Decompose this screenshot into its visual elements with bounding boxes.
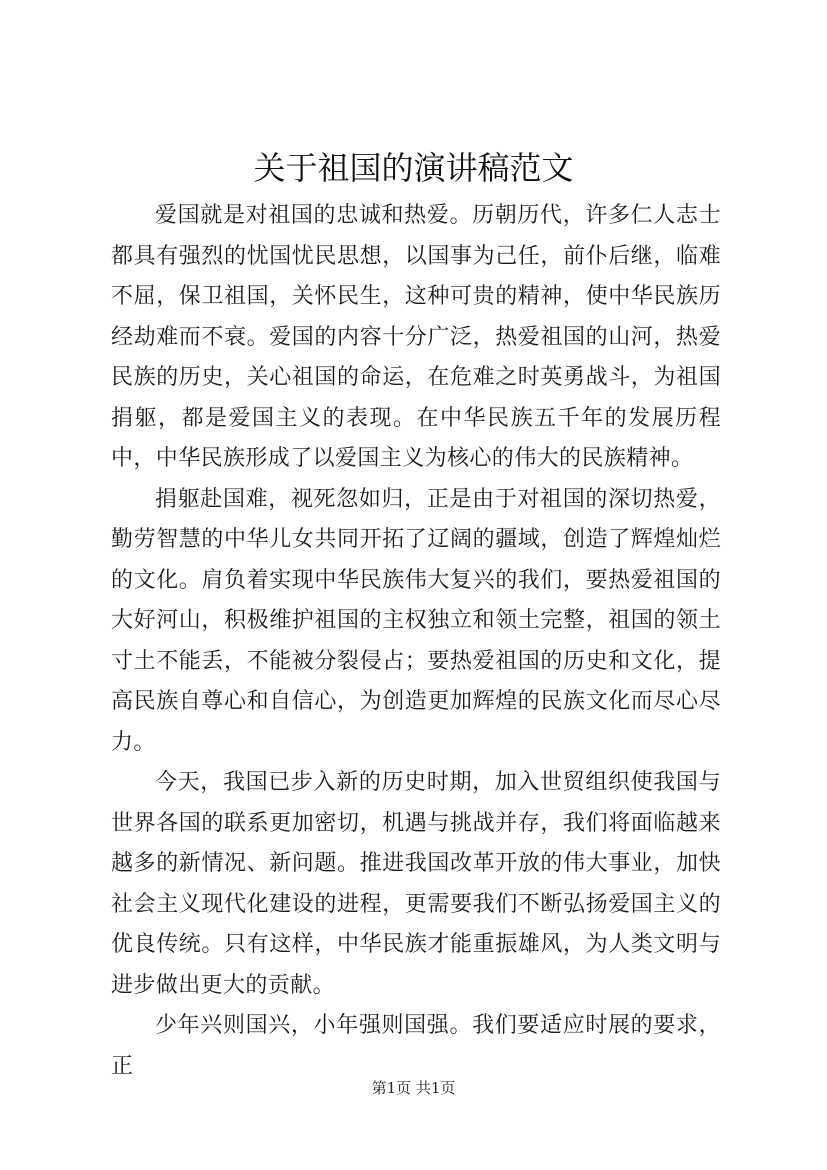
paragraph-4: 少年兴则国兴，小年强则国强。我们要适应时展的要求，正 [111,1013,721,1079]
page-footer: 第1页 共1页 [371,1079,456,1097]
document-body [111,196,721,1087]
paragraph-1: 爱国就是对祖国的忠诚和热爱。历朝历代，许多仁人志士都具有强烈的忧国忧民思想，以国事为己任，前仆后继，临难不屈，保卫祖国，关怀民生，这种可贵的精神，使中华民族历经劫难而不衰。爱国的内容十分广泛，热爱祖国的山河，热爱民族的历史，关心祖国的命运，在危难之时英勇战斗，为祖国捐躯，都是爱国主义的表现。在中华民族五千年的发展历程中，中华民族形成了以爱国主义为核心的伟大的民族精神。 [111,203,721,471]
paragraph-2: 捐躯赴国难，视死忽如归，正是由于对祖国的深切热爱，勤劳智慧的中华儿女共同开拓了辽阔的疆域，创造了辉煌灿烂的文化。肩负着实现中华民族伟大复兴的我们，要热爱祖国的大好河山，积极维护祖国的主权独立和领土完整，祖国的领土寸土不能丢，不能被分裂侵占；要热爱祖国的历史和文化，提高民族自尊心和自信心，为创造更加辉煌的民族文化而尽心尽力。 [111,486,721,755]
document-title: 关于祖国的演讲稿范文 [253,149,574,187]
paragraph-3: 今天，我国已步入新的历史时期，加入世贸组织使我国与世界各国的联系更加密切，机遇与挑战并存，我们将面临越来越多的新情况、新问题。推进我国改革开放的伟大事业，加快社会主义现代化建设的进程，更需要我们不断弘扬爱国主义的优良传统。只有这样，中华民族才能重振雄风，为人类文明与进步做出更大的贡献。 [111,770,721,998]
